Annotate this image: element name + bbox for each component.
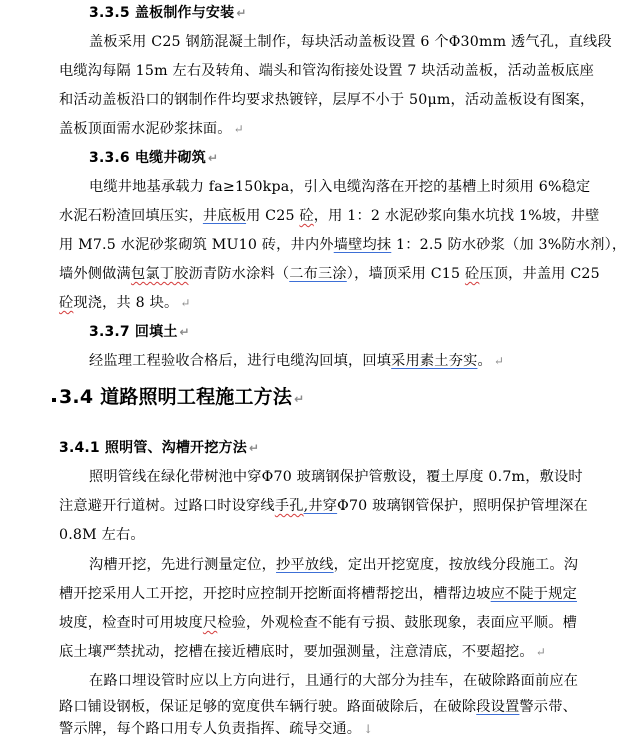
heading-3-4-1: 3.4.1 照明管、沟槽开挖方法 ↵ (59, 440, 260, 456)
heading-3-3-6: 3.3.6 电缆井砌筑 ↵ (89, 150, 219, 166)
para-line: 槽开挖采用人工开挖，开挖时应控制开挖断面将槽帮挖出，槽帮边坡应不陡于规定 (59, 586, 577, 602)
paragraph-mark: ↵ (180, 296, 191, 310)
spell-underline: 手孔 (274, 498, 304, 514)
paragraph-mark: ↵ (179, 325, 190, 339)
para-line: 电缆井地基承载力 fa≥150kpa，引入电缆沟落在开挖的基槽上时须用 6%稳定 (89, 179, 591, 195)
para-line: 用 M7.5 水泥砂浆砌筑 MU10 砖，井内外墙壁均抹 1：2.5 防水砂浆（加 3%防水剂）， (59, 237, 627, 253)
para-line: 盖板顶面需水泥砂浆抹面。 ↵ (59, 121, 244, 137)
paragraph-mark: ↵ (233, 122, 244, 136)
para-line: 照明管线在绿化带树池中穿Φ70 玻璃钢保护管敷设，覆土厚度 0.7m，敷设时 (89, 469, 583, 485)
paragraph-mark: ↵ (236, 6, 247, 20)
paragraph-mark: ↵ (207, 151, 219, 165)
paragraph-mark: ↵ (535, 645, 547, 659)
para-line: 沟槽开挖，先进行测量定位，抄平放线，定出开挖宽度，按放线分段施工。沟 (89, 557, 579, 573)
para-line: 0.8M 左右。 (59, 527, 145, 543)
heading-3-3-7: 3.3.7 回填土 ↵ (89, 324, 190, 340)
paragraph-mark: ↵ (248, 441, 260, 455)
spell-underline: 包氯丁胶 (130, 266, 189, 282)
para-line: 盖板采用 C25 钢筋混凝土制作，每块活动盖板设置 6 个Φ30mm 透气孔，直线段 (89, 34, 612, 50)
grammar-underline: 墙壁均抹 (333, 237, 392, 253)
spell-underline: 尺 (202, 615, 218, 631)
grammar-underline: 抄平放线 (276, 557, 334, 573)
para-line: 经监理工程验收合格后，进行电缆沟回填，回填采用素土夯实。 ↵ (89, 353, 505, 369)
grammar-underline: 应不陡于规定 (490, 586, 577, 602)
para-line: 电缆沟每隔 15m 左右及转角、端头和管沟衔接处设置 7 块活动盖板，活动盖板底座 (59, 63, 594, 79)
para-line: 砼现浇，共 8 块。 ↵ (59, 295, 191, 311)
line-break-mark: ↓ (363, 722, 374, 736)
para-line: 注意避开行道树。过路口时设穿线手孔,井穿Φ70 玻璃钢管保护，照明保护管埋深在 (59, 498, 588, 514)
grammar-underline: 段设置 (476, 699, 520, 715)
paragraph-mark: ↵ (493, 354, 505, 368)
spell-underline: 砼 (59, 295, 74, 311)
grammar-underline: 采用素土夯实 (391, 353, 478, 369)
list-bullet (52, 398, 56, 402)
para-line: 警示牌，每个路口用专人负责指挥、疏导交通。 ↓ (59, 721, 374, 737)
para-line: 路口铺设钢板，保证足够的宽度供车辆行驶。路面破除后，在破除段设置警示带、 (59, 699, 577, 715)
para-line: 水泥石粉渣回填压实，井底板用 C25 砼，用 1：2 水泥砂浆向集水坑找 1%坡，井壁 (59, 208, 600, 224)
spell-underline: 砼 (299, 208, 314, 224)
spell-underline: 砼 (464, 266, 480, 282)
para-line: 墙外侧做满包氯丁胶沥青防水涂料（二布三涂），墙顶采用 C15 砼压顶，井盖用 C25 (59, 266, 600, 282)
grammar-underline: ,井穿 (303, 498, 338, 514)
para-line: 在路口埋设管时应以上方向进行，且通行的大部分为挂车，在破除路面前应在 (89, 673, 579, 689)
heading-3-4: 3.4 道路照明工程施工方法 ↵ (59, 386, 305, 408)
para-line: 坡度，检查时可用坡度尺检验，外观检查不能有亏损、鼓胀现象，表面应平顺。槽 (59, 615, 577, 631)
grammar-underline: 二布三涂 (289, 266, 347, 282)
heading-3-3-5: 3.3.5 盖板制作与安装 ↵ (89, 5, 247, 21)
paragraph-mark: ↵ (294, 392, 305, 406)
para-line: 和活动盖板沿口的钢制作件均要求热镀锌，层厚不小于 50μm，活动盖板设有图案， (59, 92, 595, 108)
grammar-underline: 井底板 (202, 208, 247, 224)
para-line: 底土壤严禁扰动，挖槽在接近槽底时，要加强测量，注意清底，不要超挖。 ↵ (59, 644, 547, 660)
